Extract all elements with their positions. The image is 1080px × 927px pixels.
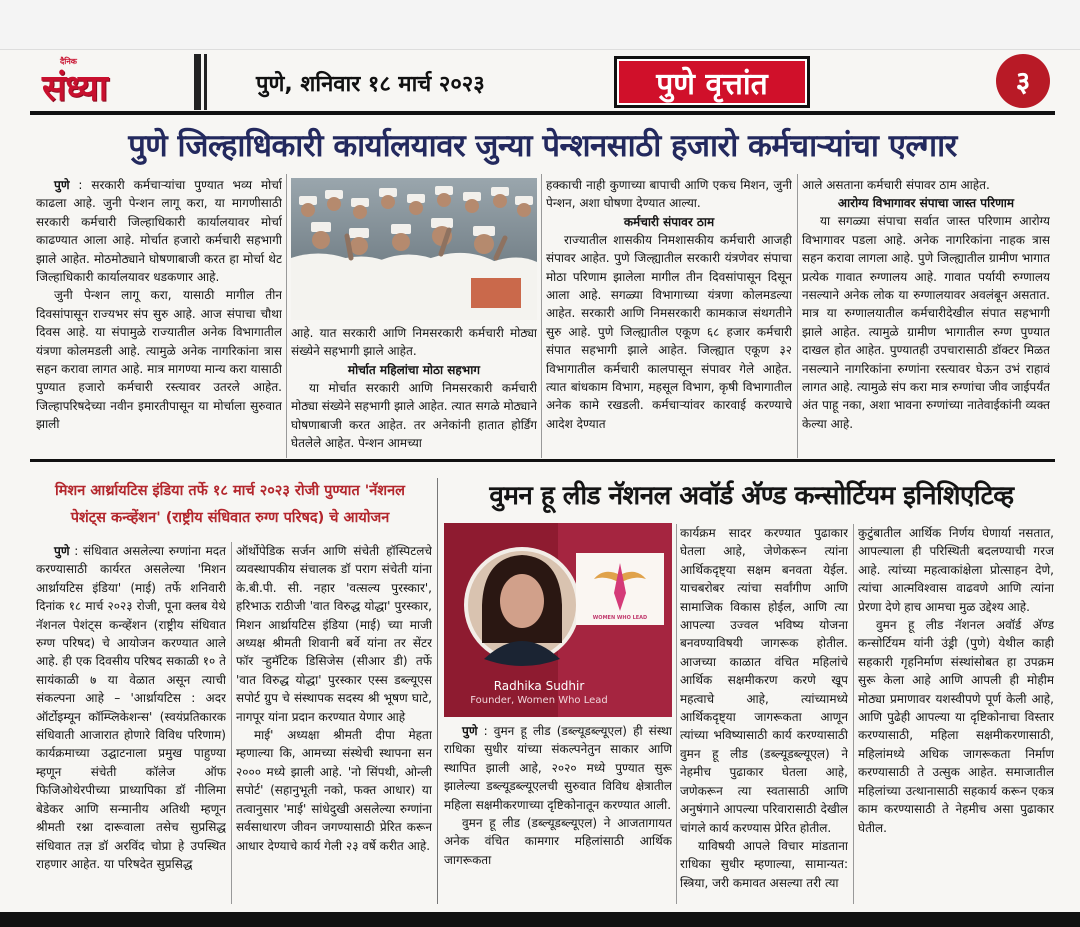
article3-column-1 [444, 722, 672, 906]
article1-column-3 [546, 176, 792, 458]
column-divider [286, 174, 287, 458]
article3-col1-p2: वुमन हू लीड (डब्ल्यूडब्ल्यूएल) ने आजतागायत अनेक वंचित कामगार महिलांसाठी आर्थिक जागरूकता [444, 816, 672, 867]
article3-dateline: पुणे [462, 724, 478, 738]
article3-col2-p1: याविषयी आपले विचार मांडताना राधिका सुधीर म्हणाल्या, सामान्यत: स्त्रिया, जरी कमावत असल्या तरी त्या [680, 838, 848, 890]
article1-col3-p1: राज्यातील शासकीय निमशासकीय कर्मचारी आजही संपावर आहेत. पुणे जिल्ह्यातील सरकारी यंत्रणेवर संपाचा मोठा परिणाम झालेला मागील तीन दिवसांपासून दिसून आला आहे. सगळ्या विभागाच्या यंत्रणा कोलमडल्या आहेत. सरकारी आणि निमसरकारी कामकाज संथगतीने सुरु आहे. पुणे जिल्ह्यातील एकूण ६८ हजार कर्मचारी संपात सहभागी झाले आहेत. जिल्ह्यात एकूण ३२ विभागातील कर्मचारी कालपासून संपावर गेले आहेत. त्यात बांधकाम विभाग, महसूल विभाग, कृषी विभागातील अनेक कामे रखडली. कर्मचाऱ्यांवर कारवाई करण्याचे आदेश देण्यात [546, 232, 792, 431]
article1-col4-subhead: आरोग्य विभागावर संपाचा जास्त परिणाम [837, 196, 1015, 211]
article1-col3-subhead: कर्मचारी संपावर ठाम [623, 214, 715, 229]
article1-column-4 [802, 176, 1050, 458]
article2-headline-line2: पेशंट्स कन्व्हेंशन' (राष्ट्रीय संधिवात रुग्ण परिषद) चे आयोजन [70, 510, 390, 526]
article1-col2-p2: या मोर्चात सरकारी आणि निमसरकारी कर्मचारी मोठ्या संख्येने सहभागी झाले आहेत. त्यात सगळे मोठ्याने घोषणाबाजी करत आहेत. तर अनेकांनी हातात होर्डिंग घेतलेले आहेत. पेन्शन आमच्या [291, 380, 537, 451]
logo [38, 54, 188, 110]
article3-col1-p1: : वुमन हू लीड (डब्ल्यूडब्ल्यूएल) ही संस्था राधिका सुधीर यांच्या संकल्पनेतुन साकार आणि स्थापित झाली आहे, २०२० मध्ये पुण्यात सुरू झालेल्या डब्ल्यूडब्ल्यूएलची सुरुवात विविध क्षेत्रातील महिला सक्षमीकरणाच्या दृष्टिकोनातून करण्यात आली. [444, 724, 672, 812]
logo-tagline: दैनिक [60, 57, 77, 66]
column-divider [231, 542, 232, 904]
article3-headline: वुमन हू लीड नॅशनल अवॉर्ड अ‍ॅण्ड कन्सोर्टियम इनिशिएटिव्ह [489, 481, 1014, 511]
article2-col2-p1: ऑर्थोपेडिक सर्जन आणि संचेती हॉस्पिटलचे व्यवस्थापकीय संचालक डॉ पराग संचेती यांना के.बी.पी. सी. नहार 'वत्सल्य पुरस्कार', हरिभाऊ राठीजी 'वात विरुद्ध योद्धा' पुरस्कार, मिशन आर्थ्रायटिस इंडिया (माई) च्या माजी अध्यक्ष श्रीमती शिवानी बर्वे यांना तर सेंटर फॉर ऱ्हुमॅटिक डिसिजेस (सीआर डी) तर्फे 'वात विरुद्ध योद्धा' पुरस्कार एस्स डब्ल्यूएस सपोर्ट ग्रुप चे संस्थापक सदस्य श्री भूषण घाटे, नागपूर यांना प्रदान करण्यात येणार आहे [236, 544, 432, 724]
article1-col2-subhead: मोर्चात महिलांचा मोठा सहभाग [347, 362, 481, 377]
article3-column-3 [858, 524, 1054, 906]
article2-dateline: पुणे [54, 544, 70, 558]
article1 [30, 174, 1055, 462]
masthead-bars [194, 54, 212, 110]
article3-col2-p0: कार्यक्रम सादर करण्यात पुढाकार घेतला आहे, जेणेकरून त्यांना आर्थिकदृष्ट्या सक्षम बनवता येईल. याचबरोबर त्यांचा सर्वांगीण आणि सामाजिक विकास होईल, आणि त्या आपल्या उज्वल भविष्य योजना बनवण्याविषयी जागरूक होतील. आजच्या काळात वंचित महिलांचे आर्थिक सक्षमीकरण करणे खूप महत्वाचे आहे, त्यांच्यामध्ये आर्थिकदृष्ट्या जागरूकता आणून त्यांच्या भविष्यासाठी कार्य करण्यासाठी वुमन हू लीड (डब्ल्यूडब्ल्यूएल) ने नेहमीच पुढाकार घेतला आहे, जणेकरून त्या स्वतासाठी आणि अनुषंगाने आपल्या परिवारासाठी देखील चांगले कार्य करण्यास प्रेरित होतील. [680, 526, 848, 835]
column-divider [676, 524, 677, 904]
article2-col2-p2: माई' अध्यक्षा श्रीमती दीपा मेहता म्हणाल्या कि, आमच्या संस्थेची स्थापना सन २००० मध्ये झाली आहे. 'नो सिंपथी, ओन्ली सपोर्ट' (सहानुभूती नको, फक्त आधार) या तत्वानुसार 'माई' सांधेदुखी असलेल्या रुग्णांना सर्वसाधारण जीवन जगण्यासाठी प्रेरित करून आधार देण्याचे कार्य गेली २३ वर्षे करीत आहे. [236, 728, 432, 853]
article1-column-2 [291, 324, 537, 458]
top-strip [0, 0, 1080, 50]
logo-text: संध्या [42, 68, 108, 109]
article3-column-2 [680, 524, 848, 906]
section-banner [614, 56, 810, 108]
article2-headline-line1: मिशन आर्थ्रायटिस इंडिया तर्फे १८ मार्च २०२३ रोजी पुण्यात 'नॅशनल [55, 483, 405, 499]
column-divider [797, 174, 798, 458]
protest-crowd-image [291, 178, 537, 320]
article1-column-1 [36, 176, 282, 458]
protest-photo [291, 178, 537, 320]
page-number-badge [996, 54, 1050, 108]
article-divider [437, 478, 438, 904]
article1-col3-p0: हक्काची नाही कुणाच्या बापाची आणि एकच मिशन, जुनी पेन्शन, अशा घोषणा देण्यात आल्या. [546, 178, 792, 211]
article3-col3-p1: वुमन हू लीड नॅशनल अवॉर्ड अ‍ॅण्ड कन्सोर्टियम यांनी उंड्री (पुणे) येथील काही सहकारी गृहनिर्माण संस्थांसोबत हा उपक्रम सुरू केला आहे आणि आपली ही मोहीम मोठ्या प्रमाणावर यशस्वीपणे पूर्ण केली आहे, आणि पुढेही आपल्या या दृष्टिकोनाचा विस्तार करण्यासाठी, महिला सक्षमीकरणासाठी, महिलांमध्ये अधिक जागरूकता निर्माण करण्यासाठी ते उत्सुक आहेत. समाजातील महिलांच्या उत्थानासाठी सहकार्य करून एकत्र काम करण्यासाठी ते नेहमीच असा पुढाकार घेतील. [858, 618, 1054, 835]
article1-col2-p1: आहे. यात सरकारी आणि निमसरकारी कर्मचारी मोठ्या संख्येने सहभागी झाले आहेत. [291, 326, 537, 359]
article1-dateline: पुणे [54, 178, 70, 192]
article1-col4-p0: आले असताना कर्मचारी संपावर ठाम आहेत. [802, 178, 990, 192]
column-divider [853, 524, 854, 904]
bottom-strip [0, 912, 1080, 927]
article2-col1-p1: : संधिवात असलेल्या रुग्णांना मदत करण्यासाठी कार्यरत असलेल्या 'मिशन आर्थ्रायटिस इंडिया' (माई) तर्फे शनिवारी दिनांक १८ मार्च २०२३ रोजी, पूना क्लब येथे नॅशनल पेशंट्स कन्व्हेंशन (राष्ट्रीय संधिवात रुग्ण परिषद) चे आयोजन करण्यात आले आहे. ही एक दिवसीय परिषद सकाळी १० ते सायंकाळी ७ या वेळात असून त्याची संकल्पना आहे – 'आर्थ्रायटिस : अदर ऑर्टोइम्यून कॉम्प्लिकेशन्स' (स्वयंप्रतिकारक संधिवाती आजारात होणारे विविध परिणाम) कार्यक्रमाच्या उद्घाटनाला प्रमुख पाहुण्या म्हणून संचेती कॉलेज ऑफ फिजिओथेरपीच्या प्राध्यापिका डॉ नीलिमा बेडेकर आणि सन्मानीय अतिथी म्हणून श्रीमती रश्ना दारूवाला तसेच सुप्रसिद्ध संधिवात तज्ञ डॉ अरविंद चोप्रा हे उपस्थित राहणार आहेत. या परिषदेत सुप्रसिद्ध [36, 544, 226, 871]
article2-column-1 [36, 542, 226, 906]
dateline: पुणे, शनिवार १८ मार्च २०२३ [256, 72, 485, 97]
article2-headline [30, 478, 430, 538]
wwl-logo-text: WOMEN WHO LEAD [592, 615, 648, 621]
section-title: पुणे वृत्तांत [656, 66, 768, 102]
masthead [30, 50, 1055, 115]
photo-caption-role: Founder, Women Who Lead [470, 695, 608, 706]
radhika-sudhir-photo [444, 523, 672, 717]
photo-caption-name: Radhika Sudhir [493, 679, 585, 693]
article1-col1-p2: जुनी पेन्शन लागू करा, यासाठी मागील तीन दिवसांपासून राज्यभर संप सुरु आहे. आज संपाचा चौथा दिवस आहे. या संपामुळे राज्यातील अनेक विभागातील यंत्रणा कोलमडली आहे. त्यामुळे अनेक नागरिकांना त्रास सहन करावा लागत आहे. मात्र मागण्या मान्य करा यासाठी पुण्यात हजारो कर्मचारी रस्त्यावर उतरले आहेत. जिल्हापरिषदेच्या नवीन इमारतीपासून या मोर्चाला सुरुवात झाली [36, 288, 282, 432]
article1-col1-p1: : सरकारी कर्मचाऱ्यांचा पुण्यात भव्य मोर्चा काढला आहे. जुनी पेन्शन लागू करा, या मागणीसाठी सरकारी कर्मचारी जिल्हाधिकारी कार्यालयावर मोर्चा काढण्यात आला आहे. मोर्चात हजारो कर्मचारी सहभागी झाले आहेत. मोठमोठ्याने घोषणाबाजी करत हा मोर्चा थेट जिल्हाधिकारी कार्यालयावर धडकणार आहे. [36, 178, 282, 285]
article1-headline: पुणे जिल्हाधिकारी कार्यालयावर जुन्या पेन्शनसाठी हजारो कर्मचाऱ्यांचा एल्गार [128, 128, 957, 164]
article3-col3-p0: कुटुंबातील आर्थिक निर्णय घेणार्या नसतात, आपल्याला ही परिस्थिती बदलण्याची गरज आहे. त्यांच्या महत्वाकांक्षेला प्रोत्साहन देणे, त्यांचा आत्मविश्वास वाढवणे आणि त्यांना प्रेरणा देणे हाच आमचा मुळ उद्देश्य आहे. [858, 526, 1054, 614]
article2-column-2 [236, 542, 432, 906]
article1-col4-p1: या सगळ्या संपाचा सर्वात जास्त परिणाम आरोग्य विभागावर पडला आहे. अनेक नागरिकांना नाहक त्रास सहन करावा लागला आहे. पुणे जिल्ह्यातील ग्रामीण भागात प्रत्येक गावात रुग्णालय आहे. गावात पर्यायी रुग्णालय नसल्याने अनेक लोक या रुग्णालयावर अवलंबून असतात. मात्र या रुग्णालयातील कर्मचारीदेखील संपात सहभागी झाले आहेत. त्यामुळे ग्रामीण भागातील रुग्ण पुण्यात दाखल होत आहेत. पुण्यातही उपचारासाठी डॉक्टर मिळत नसल्याने नागरिकांना रुग्णांना रस्त्यावर घेऊन उभं राहावं लागत आहे. त्यामुळे संप करा मात्र रुग्णांचा जीव जाईपर्यंत अंत पाहू नका, अशा भावना रुग्णांच्या नातेवाईकांनी व्यक्त केल्या आहे. [802, 214, 1050, 431]
page-number: ३ [1015, 65, 1031, 98]
column-divider [541, 174, 542, 458]
